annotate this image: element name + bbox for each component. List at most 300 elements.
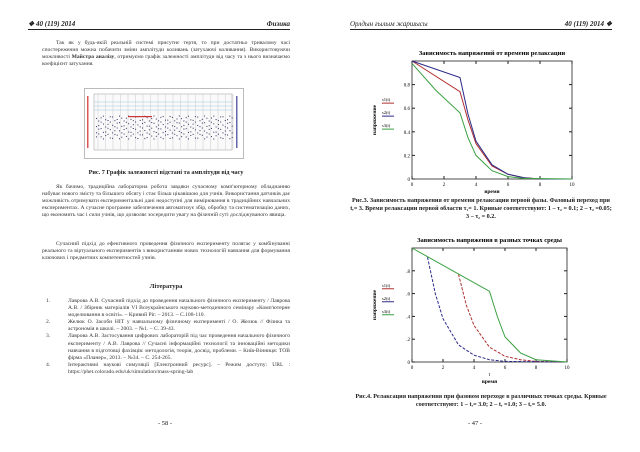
data-point <box>101 128 102 129</box>
reference-item <box>30 362 290 376</box>
data-point <box>188 132 189 133</box>
data-point <box>195 129 196 130</box>
data-point <box>158 128 159 129</box>
data-point <box>170 116 171 117</box>
data-point <box>170 122 171 123</box>
x-axis-label: время <box>484 189 500 195</box>
data-point <box>160 122 161 123</box>
paragraph-1 <box>42 40 290 68</box>
data-point <box>206 137 207 138</box>
data-point <box>112 125 113 126</box>
figure-3-caption: Рис.3. Зависимость напряжения от времени релаксации первой фазы. Фазовый переход при tᵣ= 3. Время релаксации первой области τ₁= 1. Кривые соответствуют: 1 – τ₂ = 0.1; 2 – τ₂ =0.05; 3 – τ₂ = 0.2. <box>350 197 612 220</box>
data-point <box>110 116 111 117</box>
text: Так як у будь-якій реальній системі присутнє тертя, то при достатньо тривалому часі спостереження можна побачити зміни амплітуди коливань (затухаючі коливання). Використовуючи можливості <box>42 40 290 61</box>
data-point <box>209 134 210 135</box>
legend-label: s3(t) <box>382 123 391 129</box>
data-point <box>98 134 99 135</box>
data-point <box>133 134 134 135</box>
data-point <box>223 138 224 139</box>
figure-7-caption: Рис. 7 Графік залежності відстані та амплітуди від часу <box>88 169 244 176</box>
data-point <box>163 124 164 125</box>
data-point <box>181 118 182 119</box>
data-point <box>204 116 205 117</box>
legend-label: s2(t) <box>382 295 391 301</box>
plot-frame <box>412 61 572 179</box>
data-point <box>112 116 113 117</box>
paragraph-2: Як бачимо, традиційна лабораторна робота завдяки сучасному комп'ютерному обладнанню набуває нового змісту та більшого обсягу і стає більш цікавішою для учнів. Використання датчиків дає можливість отримувати експериментальні дані недоступні для вимірювання в традиційних навчальних експериментах. А сучасне програмне забезпечення автоматизує збір, обробку та систематизацію даних, що економить час і сили учнів, що дозволяє зосередити увагу на фізичній суті досліджуваного явища. <box>42 184 290 219</box>
data-point <box>223 116 224 117</box>
data-point <box>135 122 136 123</box>
data-point <box>147 117 148 118</box>
data-point <box>197 117 198 118</box>
running-header <box>28 20 290 30</box>
data-point <box>181 126 182 127</box>
data-point <box>167 123 168 124</box>
data-point <box>227 135 228 136</box>
data-point <box>158 134 159 135</box>
data-point <box>154 123 155 124</box>
data-point <box>96 126 97 127</box>
data-point <box>177 122 178 123</box>
data-point <box>135 137 136 138</box>
y-tick-label: .2 <box>406 338 410 344</box>
data-point <box>126 136 127 137</box>
reference-text: Желюк О. Засоби НІТ у навчальному фізичному експерименті / О. Желюк // Фізика та астрономія в школі. – 2003. – №1. – С. 39-43. <box>68 319 290 333</box>
data-point <box>177 135 178 136</box>
data-point <box>197 138 198 139</box>
data-point <box>156 132 157 133</box>
reference-number: 2. <box>46 319 51 326</box>
data-point <box>110 122 111 123</box>
data-point <box>172 125 173 126</box>
series-line-2 <box>428 257 568 362</box>
data-point <box>112 138 113 139</box>
x-tick-label: 4 <box>474 183 478 188</box>
data-point <box>131 135 132 136</box>
x-tick-label: 6 <box>503 366 507 371</box>
data-point <box>154 138 155 139</box>
series-line-1 <box>459 274 568 362</box>
y-tick-label: 0.8 <box>403 83 410 89</box>
data-point <box>103 124 104 125</box>
paragraph-3: Сучасний підхід до ефективного проведення фізичного експерименту полягає у комбінуванні реального та віртуального експериментів з використанням нових технологій навчання для формування ключових і предметних компетентностей учнів. <box>42 241 290 262</box>
data-point <box>229 116 230 117</box>
data-point <box>213 138 214 139</box>
data-point <box>96 136 97 137</box>
data-point <box>165 131 166 132</box>
reference-item <box>30 319 290 333</box>
data-point <box>179 116 180 117</box>
data-point <box>193 134 194 135</box>
data-point <box>179 123 180 124</box>
data-point <box>133 120 134 121</box>
data-point <box>167 128 168 129</box>
reference-text: Лаврова А.В. Сучасний підхід до проведення начального фізичного експерименту / Лаврова А.В. / Збірник матеріалів VI Всеукраїнського науково-методичного семінару «Комп'ютерне моделювання в освіті». – Кривий Ріг. – 2013. – С.108-110. <box>68 298 290 319</box>
data-point <box>156 119 157 120</box>
data-point <box>213 123 214 124</box>
data-point <box>101 136 102 137</box>
data-point <box>165 135 166 136</box>
data-point <box>190 135 191 136</box>
data-point <box>179 138 180 139</box>
data-point <box>165 126 166 127</box>
reference-text: Інтерактивні наукові симуляції [Електронний ресурс]. – Режим доступу: URL : https://phet.colorado.edu/uk/simulation/mass-spring-lab <box>68 361 290 375</box>
x-tick-label: 10 <box>569 183 575 188</box>
data-point <box>232 126 233 127</box>
data-point <box>167 134 168 135</box>
data-point <box>211 128 212 129</box>
data-point <box>181 132 182 133</box>
data-point <box>193 124 194 125</box>
data-point <box>131 132 132 133</box>
y-tick-label: .4 <box>406 315 410 321</box>
data-point <box>209 125 210 126</box>
x-tick-label: 0 <box>410 183 414 188</box>
reference-item <box>30 298 290 319</box>
data-point <box>135 129 136 130</box>
data-point <box>151 118 152 119</box>
data-point <box>202 128 203 129</box>
figure-7-graph <box>84 88 244 160</box>
data-point <box>110 129 111 130</box>
data-point <box>216 119 217 120</box>
running-header <box>350 20 612 30</box>
data-point <box>108 134 109 135</box>
reference-item <box>30 333 290 361</box>
amplitude-segment <box>128 116 152 117</box>
data-point <box>218 128 219 129</box>
data-point <box>197 125 198 126</box>
data-point <box>151 122 152 123</box>
y-axis-label: напряжение <box>372 289 378 321</box>
data-point <box>160 117 161 118</box>
data-point <box>128 123 129 124</box>
data-point <box>114 126 115 127</box>
data-point <box>147 137 148 138</box>
data-point <box>121 126 122 127</box>
x-axis-label: время <box>481 379 498 385</box>
data-point <box>186 136 187 137</box>
data-point <box>137 132 138 133</box>
data-point <box>225 134 226 135</box>
data-point <box>223 132 224 133</box>
data-point <box>131 126 132 127</box>
data-point <box>121 137 122 138</box>
x-tick-label: 2 <box>441 366 445 371</box>
data-point <box>190 126 191 127</box>
reference-number: 3. <box>46 333 51 340</box>
data-point <box>101 122 102 123</box>
data-point <box>232 137 233 138</box>
data-point <box>142 119 143 120</box>
data-point <box>147 126 148 127</box>
data-point <box>103 116 104 117</box>
data-point <box>225 130 226 131</box>
data-point <box>200 126 201 127</box>
left-axis-scale <box>87 96 89 148</box>
data-point <box>105 119 106 120</box>
data-point <box>216 126 217 127</box>
data-point <box>170 130 171 131</box>
data-point <box>211 122 212 123</box>
data-point <box>200 120 201 121</box>
y-tick-label: 0 <box>407 361 410 366</box>
data-point <box>117 135 118 136</box>
data-point <box>105 131 106 132</box>
data-point <box>137 124 138 125</box>
data-point <box>149 134 150 135</box>
x-axis-var: t <box>488 373 491 378</box>
data-point <box>174 126 175 127</box>
data-point <box>202 119 203 120</box>
data-point <box>98 129 99 130</box>
chart-stress-at-points <box>360 234 590 386</box>
text: , отримуємо графік залежності амплітуди від часу та з нього визначаємо коефіцієнт затухання. <box>42 54 290 68</box>
data-point <box>193 128 194 129</box>
data-point <box>172 132 173 133</box>
data-point <box>206 132 207 133</box>
data-point <box>158 125 159 126</box>
chart-title: Зависимость напряжений от времени релаксации <box>418 50 566 57</box>
data-point <box>195 138 196 139</box>
references-list <box>30 298 290 376</box>
data-point <box>108 120 109 121</box>
data-point <box>209 129 210 130</box>
series-line-2 <box>412 61 572 179</box>
data-point <box>167 120 168 121</box>
data-point <box>160 137 161 138</box>
y-tick-label: 0 <box>407 178 410 183</box>
data-point <box>133 128 134 129</box>
x-tick-label: 10 <box>564 366 570 371</box>
data-point <box>177 128 178 129</box>
data-point <box>151 136 152 137</box>
x-tick-label: 2 <box>442 183 446 188</box>
data-point <box>119 122 120 123</box>
data-point <box>229 138 230 139</box>
data-point <box>172 137 173 138</box>
data-point <box>124 125 125 126</box>
data-point <box>225 126 226 127</box>
x-tick-label: 6 <box>506 183 510 188</box>
data-point <box>117 128 118 129</box>
data-point <box>209 120 210 121</box>
x-tick-label: 8 <box>538 183 542 188</box>
data-point <box>128 138 129 139</box>
reference-number: 4. <box>46 361 51 368</box>
data-point <box>218 134 219 135</box>
data-point <box>190 131 191 132</box>
data-point <box>133 124 134 125</box>
data-point <box>225 120 226 121</box>
reference-number: 1. <box>46 298 51 304</box>
data-point <box>193 120 194 121</box>
data-point <box>183 129 184 130</box>
data-point <box>174 134 175 135</box>
data-point <box>220 122 221 123</box>
data-point <box>149 120 150 121</box>
data-point <box>158 120 159 121</box>
data-point <box>229 130 230 131</box>
data-point <box>144 122 145 123</box>
data-point <box>206 126 207 127</box>
data-point <box>186 117 187 118</box>
data-point <box>220 129 221 130</box>
data-point <box>181 136 182 137</box>
data-point <box>200 134 201 135</box>
data-point <box>147 132 148 133</box>
data-point <box>200 130 201 131</box>
y-tick-label: .8 <box>406 269 410 275</box>
data-point <box>183 125 184 126</box>
data-point <box>156 136 157 137</box>
right-page <box>320 0 640 452</box>
data-point <box>211 118 212 119</box>
data-point <box>140 131 141 132</box>
data-point <box>110 137 111 138</box>
data-point <box>154 116 155 117</box>
issue-label: 40 (119) 2014 ❖ <box>564 20 612 28</box>
data-point <box>142 128 143 129</box>
data-point <box>137 138 138 139</box>
data-point <box>119 116 120 117</box>
data-point <box>232 117 233 118</box>
data-point <box>96 118 97 119</box>
data-point <box>229 122 230 123</box>
data-point <box>174 120 175 121</box>
data-point <box>188 124 189 125</box>
data-point <box>186 128 187 129</box>
data-point <box>163 138 164 139</box>
data-point <box>140 120 141 121</box>
data-point <box>105 135 106 136</box>
data-point <box>227 128 228 129</box>
data-point <box>204 131 205 132</box>
data-point <box>202 135 203 136</box>
data-point <box>114 130 115 131</box>
data-point <box>204 138 205 139</box>
data-point <box>144 130 145 131</box>
data-point <box>206 118 207 119</box>
series-line-3 <box>412 63 572 179</box>
data-point <box>188 138 189 139</box>
data-point <box>121 132 122 133</box>
data-point <box>140 134 141 135</box>
data-point <box>179 131 180 132</box>
data-point <box>216 132 217 133</box>
data-point <box>218 124 219 125</box>
data-point <box>124 129 125 130</box>
legend-label: s1(t) <box>382 97 391 103</box>
data-point <box>96 132 97 133</box>
chart-stress-vs-relaxation-time <box>360 46 590 196</box>
data-point <box>124 134 125 135</box>
legend-label: s1(t) <box>382 282 391 288</box>
data-point <box>163 132 164 133</box>
data-point <box>101 117 102 118</box>
data-point <box>227 119 228 120</box>
data-point <box>108 128 109 129</box>
issue-label: ❖ 40 (119) 2014 <box>28 20 76 28</box>
y-axis-label: напряжение <box>372 104 378 136</box>
data-point <box>112 132 113 133</box>
data-point <box>98 120 99 121</box>
data-point <box>108 124 109 125</box>
chart-title: Зависимость напряжения в разных точках среды <box>417 237 562 244</box>
data-point <box>156 126 157 127</box>
data-point <box>114 120 115 121</box>
data-point <box>227 123 228 124</box>
data-point <box>142 134 143 135</box>
data-point <box>204 122 205 123</box>
data-point <box>119 130 120 131</box>
data-point <box>98 125 99 126</box>
section-label: Физика <box>266 20 290 28</box>
data-point <box>124 120 125 121</box>
data-point <box>117 123 118 124</box>
data-point <box>144 138 145 139</box>
x-tick-label: 0 <box>410 366 414 371</box>
data-point <box>186 122 187 123</box>
data-point <box>140 126 141 127</box>
data-point <box>126 118 127 119</box>
data-point <box>117 119 118 120</box>
plot-frame <box>412 248 567 362</box>
data-point <box>119 138 120 139</box>
data-point <box>126 128 127 129</box>
data-point <box>126 122 127 123</box>
data-point <box>213 132 214 133</box>
data-point <box>174 130 175 131</box>
y-tick-label: 0.6 <box>403 107 410 113</box>
data-point <box>220 116 221 117</box>
data-point <box>195 122 196 123</box>
data-point <box>188 116 189 117</box>
data-point <box>183 134 184 135</box>
data-point <box>213 116 214 117</box>
data-point <box>172 117 173 118</box>
data-point <box>114 134 115 135</box>
bold-term: Майстра аналізу <box>71 54 115 61</box>
data-point <box>195 116 196 117</box>
data-point <box>190 119 191 120</box>
data-point <box>177 118 178 119</box>
data-point <box>151 128 152 129</box>
legend-label: s2(t) <box>382 110 391 116</box>
data-point <box>128 132 129 133</box>
data-point <box>154 131 155 132</box>
y-tick-label: 0.2 <box>403 154 410 160</box>
data-point <box>197 132 198 133</box>
data-point <box>165 120 166 121</box>
data-point <box>163 116 164 117</box>
series-line-1 <box>412 61 572 179</box>
y-tick-label: 0.4 <box>403 130 410 136</box>
journal-label: Орлдын ғылым жаршысы <box>350 20 428 28</box>
data-point <box>220 137 221 138</box>
y-tick-label: .6 <box>406 292 410 298</box>
data-point <box>103 132 104 133</box>
data-point <box>142 123 143 124</box>
data-point <box>170 138 171 139</box>
data-point <box>160 128 161 129</box>
data-point <box>103 138 104 139</box>
data-point <box>218 120 219 121</box>
x-tick-label: 4 <box>472 366 476 371</box>
data-point <box>202 122 203 123</box>
series-line-3 <box>412 248 567 362</box>
page-number: - 58 - <box>157 420 173 427</box>
